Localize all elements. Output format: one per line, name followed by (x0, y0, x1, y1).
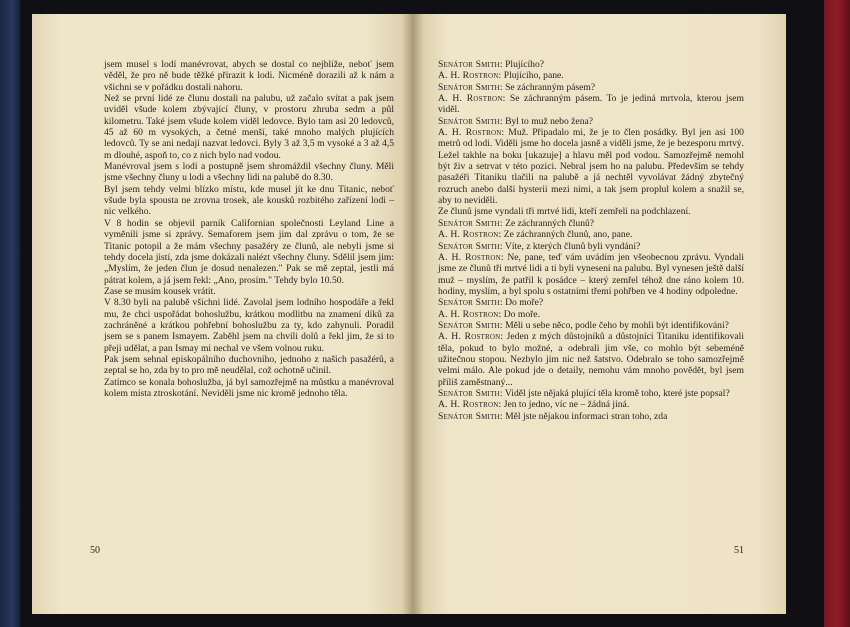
speaker-name: Senátor Smith: (438, 387, 503, 399)
dialogue-line (438, 116, 744, 127)
spoken-text: Víte, z kterých člunů byli vyndáni? (504, 240, 641, 252)
page-number-left: 50 (90, 545, 100, 556)
spoken-text: Ze záchranných člunů, ano, pane. (503, 229, 633, 241)
dialogue-line (438, 218, 744, 229)
dialogue-line (438, 297, 744, 308)
left-page-text (104, 59, 394, 399)
dialogue-line (438, 252, 744, 297)
paragraph: Zase se musím kousek vrátit. (104, 285, 216, 297)
speaker-name: Senátor Smith: (438, 319, 503, 331)
speaker-name: Senátor Smith: (438, 297, 503, 309)
speaker-name: A. H. Rostron: (438, 308, 502, 320)
paragraph: Manévroval jsem s lodí a postupně jsem shromáždil všechny čluny. Měli jsme všechny čluny u lodi a všechny lidi na palubě do 8.30. (104, 161, 394, 184)
speaker-name: Senátor Smith: (438, 59, 503, 70)
dialogue-line (438, 309, 744, 320)
paragraph: V 8.30 byli na palubě všichni lidé. Zavolal jsem lodního hospodáře a řekl mu, že chci uspořádat bohoslužbu, krátkou modlitbu na znamení díků za zachráněné a krátkou pohřební bohoslužbu za ty, kdo zahynuli. Poradil jsem se s panem Ismayem. Zaběhl jsem na chvíli dolů a řekl jim, že si to přeji udělat, a pan Ismay mi nechal ve všem volnou ruku. (104, 297, 394, 354)
speaker-name: Senátor Smith: (438, 217, 503, 229)
paragraph: Než se první lidé ze člunu dostali na palubu, už začalo svítat a pak jsem uviděl všude kolem zbývající čluny, v prostoru zhruba sedm a půl kilometru. Také jsem všude kolem viděl ledovce. Bylo tam asi 20 ledovců, 45 až 60 m vysokých, a četné menší, také mnoho malých plujících ledovců. Ty se ani nedají nazvat ledovci. Byly 3 až 3,5 m vysoké a 3 až 4,5 m dlouhé, aspoň to, co z nich bylo nad vodou. (104, 93, 394, 161)
speaker-name: A. H. Rostron: (438, 93, 506, 105)
dialogue-line (438, 399, 744, 410)
dialogue-line (438, 229, 744, 240)
speaker-name: Senátor Smith: (438, 410, 503, 422)
dialogue-line (438, 127, 744, 206)
spoken-text: Měli u sebe něco, podle čeho by mohli být identifikováni? (505, 319, 729, 331)
spoken-text: Ne, pane, teď vám uvádím jen všeobecnou zprávu. Vyndali jsme ze člunů tři mrtvé lidi a ti byli vyneseni na palubu. Byl vynesen ještě další muž – myslím, že patřil k posádce – který zemřel téhož dne ráno kolem 10. hodiny, myslím, a byl spolu s ostatními třemi pohřben ve 4 hodiny odpoledne. (438, 251, 744, 297)
dialogue-line (438, 241, 744, 252)
dialogue-line (438, 320, 744, 331)
speaker-name: A. H. Rostron: (438, 229, 502, 241)
spoken-text: Muž. Připadalo mi, že je to člen posádky. Byl jen asi 100 metrů od lodi. Viděli jsme ho docela jasně a viděli jsme, že je bezesporu mrtvý. Ležel takhle na boku [ukazuje] a hlavu měl pod vodou. Samozřejmě nemohl být živ a setrvat v této pozici. Nebral jsem ho na palubu. Především se tehdy pasažéři Titaniku tlačili na palubě a já nechtěl vyvolávat žádný zbytečný rozruch anebo další hysterii mezi nimi, a tak jsem proplul kolem a snažil se, aby to neviděli. (438, 127, 744, 207)
dialogue-line (438, 70, 744, 81)
left-page (32, 14, 412, 614)
spoken-text: Plujícího, pane. (503, 70, 564, 82)
speaker-name: Senátor Smith: (438, 115, 503, 127)
dialogue-line (438, 388, 744, 399)
spoken-text: Plujícího? (505, 59, 544, 70)
spoken-text: Do moře. (503, 308, 540, 320)
speaker-name: Senátor Smith: (438, 240, 503, 252)
page-number-right: 51 (734, 545, 744, 556)
right-page-dialogue (438, 59, 744, 422)
speaker-name: Senátor Smith: (438, 81, 503, 93)
book-cover-right-edge (824, 0, 850, 627)
dialogue-line (438, 93, 744, 116)
spoken-text: Viděl jste nějaká plující těla kromě toho, které jste popsal? (504, 387, 730, 399)
dialogue-line (438, 331, 744, 388)
dialogue-line (438, 206, 744, 217)
book-cover-left-edge (0, 0, 20, 627)
spoken-text: Se záchranným pásem? (505, 81, 596, 93)
spoken-text: Do moře? (505, 297, 544, 309)
spoken-text: Jen to jedno, víc ne – žádná jiná. (503, 399, 630, 411)
spoken-text: Se záchranným pásem. To je jediná mrtvola, kterou jsem viděl. (438, 93, 744, 116)
paragraph: jsem musel s lodí manévrovat, abych se dostal co nejblíže, neboť jsem věděl, že pro ně bude těžké přirazit k lodi. Nicméně dorazili až k nám a všichni se v pořádku dostali nahoru. (104, 59, 394, 93)
spoken-text: Ze člunů jsme vyndali tři mrtvé lidi, kteří zemřeli na podchlazení. (438, 206, 691, 218)
spoken-text: Měl jste nějakou informaci stran toho, zda (505, 410, 668, 422)
speaker-name: A. H. Rostron: (438, 331, 504, 343)
paragraph: Zatímco se konala bohoslužba, já byl samozřejmě na můstku a manévroval kolem místa ztroskotání. Neviděli jsme nic kromě jednoho těla. (104, 376, 394, 399)
book-gutter-shadow (402, 14, 424, 614)
right-page (412, 14, 786, 614)
speaker-name: A. H. Rostron: (438, 127, 505, 139)
spoken-text: Ze záchranných člunů? (505, 217, 595, 229)
spoken-text: Byl to muž nebo žena? (505, 115, 594, 127)
paragraph: V 8 hodin se objevil parník Californian společnosti Leyland Line a vyměnili jsme si zprávy. Semaforem jsem jim dal zprávu o tom, že se Titanic potopil a že mám všechny pasažéry ze člunů, ale nebyli jsme si tehdy docela jistí, zda jsme dokázali nalézt všechny čluny. Sdělil jsem jim: „Myslím, že jeden člun je dosud nenalezen." Pak se mě zeptal, jestli má pátrat kolem, a já jsem řekl: „Ano, prosím." Tehdy bylo 10.50. (104, 217, 394, 286)
spoken-text: Jeden z mých důstojníků a důstojníci Titaniku identifikovali těla, pokud to bylo možné, a odebrali jim vše, co mohlo být sebeméně užitečnou stopou. Nezbylo jim nic než šatstvo. Odebralo se toho samozřejmě velmi málo. Ale pokud jde o detaily, nemohu vám mnoho povědět, byl jsem příliš zaměstnaný... (438, 331, 744, 388)
speaker-name: A. H. Rostron: (438, 251, 504, 263)
paragraph: Pak jsem sehnal episkopálního duchovního, jednoho z našich pasažérů, a zeptal se ho, zda by to pro mě neudělal, což ochotně učinil. (104, 353, 394, 377)
speaker-name: A. H. Rostron: (438, 70, 502, 82)
paragraph: Byl jsem tehdy velmi blízko místu, kde musel jít ke dnu Titanic, neboť všude byla spousta ne zrovna trosek, ale kousků rozbitého zařízení lodi – nic velkého. (104, 183, 394, 218)
dialogue-line (438, 59, 744, 70)
dialogue-line (438, 82, 744, 93)
dialogue-line (438, 411, 744, 422)
speaker-name: A. H. Rostron: (438, 399, 502, 411)
